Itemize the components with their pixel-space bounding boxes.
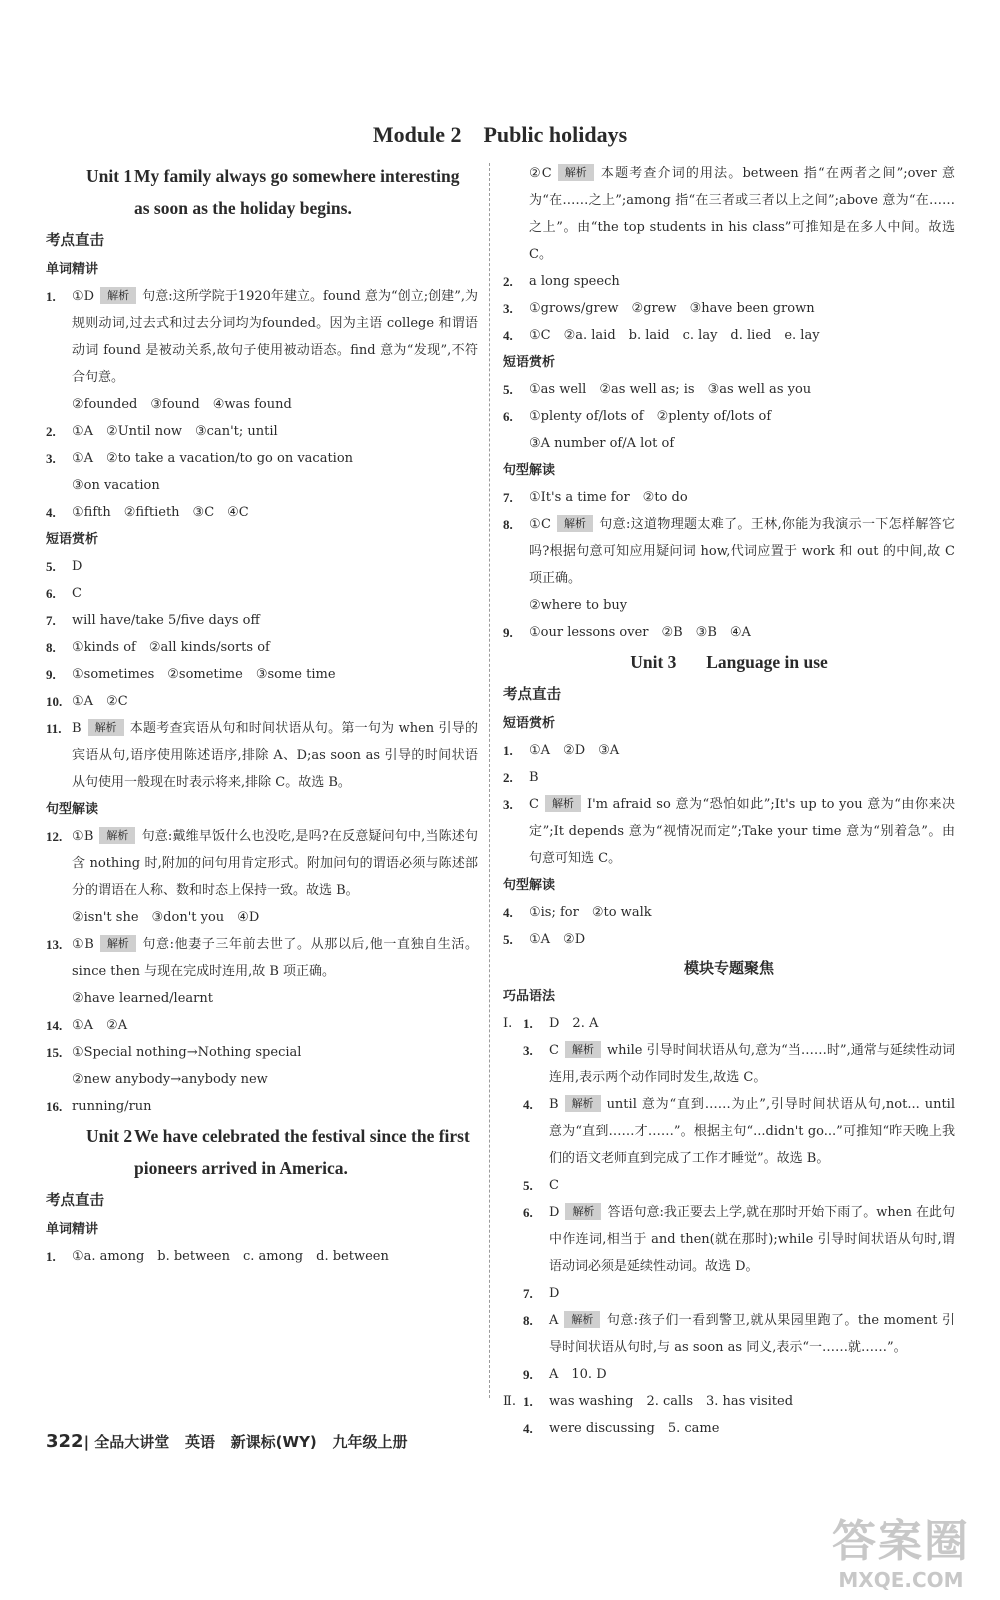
unit-heading [46, 160, 478, 224]
analysis-text: 句意:这道物理题太难了。王林,你能为我演示一下怎样解答它吗?根据句意可知应用疑问词 how,代词应置于 work 和 out 的中间,故 C 项正确。 [529, 517, 956, 586]
answer-key: ①our lessons over ②B ③B ④A [529, 625, 751, 640]
item-number: 15. [46, 1045, 63, 1060]
analysis-text: 本题考查介词的用法。between 指“在两者之间”;over 意为“在……之上”;among 指“在三者或三者以上之间”;above 意为“在……之上”。由“the top students in his class”可推知是在多人中间。故选 C。 [529, 166, 955, 262]
answer-item [503, 160, 955, 268]
subsection-heading: 句型解读 [503, 878, 556, 893]
answer-key: ①a. among b. between c. among d. between [72, 1249, 389, 1264]
answer-item [503, 268, 955, 295]
answer-text [72, 661, 478, 688]
analysis-text: 本题考查宾语从句和时间状语从句。第一句为 when 引导的宾语从句,语序使用陈述语序,排除 A、D;as soon as 引导的时间状语从句使用一般现在时表示将来,排除 C。故选 B。 [72, 721, 478, 790]
answer-item [46, 634, 478, 661]
answer-text [549, 1199, 955, 1280]
answer-text [549, 1172, 955, 1199]
section-heading: 考点直击 [46, 1193, 104, 1209]
answer-text [72, 985, 478, 1012]
item-number: 1. [503, 743, 513, 758]
answer-text [549, 1037, 955, 1091]
answer-text [529, 926, 955, 953]
answer-item [46, 445, 478, 472]
unit-number: Unit 3 [630, 652, 677, 672]
analysis-text: 句意:孩子们一看到警卫,就从果园里跑了。the moment 引导时间状语从句时,与 as soon as 同义,表示“一……就……”。 [549, 1313, 955, 1355]
answer-item [46, 904, 478, 931]
answer-key: ①D [72, 289, 95, 304]
answer-key: ①A ②D [529, 932, 586, 947]
item-number: 9. [503, 625, 513, 640]
item-number: 9. [46, 667, 56, 682]
answer-key: a long speech [529, 274, 620, 289]
item-number: 4. [503, 905, 513, 920]
unit-title: Language in use [706, 652, 828, 672]
item-number: 3. [503, 301, 513, 316]
answer-text [549, 1010, 955, 1037]
answer-text [529, 592, 955, 619]
item-number [46, 985, 72, 1012]
answer-text [549, 1415, 955, 1442]
answer-item [46, 688, 478, 715]
analysis-tag: 解析 [565, 1095, 601, 1112]
analysis-tag: 解析 [557, 515, 593, 532]
right-column [503, 160, 955, 1442]
answer-key: D 2. A [549, 1016, 599, 1031]
subsection-heading: 短语赏析 [503, 716, 556, 731]
answer-text [529, 619, 955, 646]
answer-item [523, 1415, 955, 1442]
answer-key: A 10. D [549, 1367, 607, 1382]
item-number: 3. [503, 797, 513, 812]
answer-key: ②founded ③found ④was found [72, 397, 292, 412]
watermark-logo [832, 1516, 970, 1592]
analysis-text: until 意为“直到……为止”,引导时间状语从句,not... until 意为“直到……才……”。根据主句“...didn't go...”可推知“昨天晚上我们的语文老师直到完成了工作才睡觉”。故选 B。 [549, 1097, 955, 1166]
unit-number: Unit 2 [86, 1126, 133, 1146]
answer-text [529, 268, 955, 295]
answer-text [72, 1012, 478, 1039]
answer-item [523, 1091, 955, 1172]
answer-text [529, 403, 955, 430]
analysis-tag: 解析 [100, 287, 136, 304]
answer-key: running/run [72, 1099, 152, 1114]
answer-item [523, 1172, 955, 1199]
answer-key: ①as well ②as well as; is ③as well as you [529, 382, 812, 397]
answer-item [503, 764, 955, 791]
item-number: 4. [523, 1421, 533, 1436]
answer-key: ①A ②C [72, 694, 128, 709]
answer-item [503, 1010, 955, 1037]
answer-text [529, 295, 955, 322]
answer-key: C [529, 797, 539, 812]
answer-text [72, 1039, 478, 1066]
page-number: 322 [46, 1431, 84, 1452]
analysis-text: 答语句意:我正要去上学,就在那时开始下雨了。when 在此句中作连词,相当于 and then(就在那时);while 引导时间状语从句时,谓语动词必须是延续性动词。故选 D。 [549, 1205, 955, 1274]
analysis-text: 句意:戴维早饭什么也没吃,是吗?在反意疑问句中,当陈述句含 nothing 时,附加的问句用肯定形式。附加问句的谓语必须与陈述部分的谓语在人称、数和时态上保持一致。故选 B。 [72, 829, 478, 898]
item-number: 14. [46, 1018, 63, 1033]
answer-item [523, 1307, 955, 1361]
answer-key: D [72, 559, 83, 574]
item-number [503, 430, 529, 457]
answer-text [549, 1388, 955, 1415]
answer-key: B [72, 721, 82, 736]
item-number [503, 592, 529, 619]
analysis-tag: 解析 [545, 795, 581, 812]
watermark-text: 答案圈 [832, 1516, 970, 1567]
answer-text [72, 607, 478, 634]
answer-item [46, 1012, 478, 1039]
item-number: 9. [523, 1367, 533, 1382]
answer-key: ①Special nothing→Nothing special [72, 1045, 302, 1060]
answer-key: ①C ②a. laid b. laid c. lay d. lied e. lay [529, 328, 820, 343]
item-number: 10. [46, 694, 63, 709]
answer-text [529, 430, 955, 457]
answer-key: ①kinds of ②all kinds/sorts of [72, 640, 270, 655]
item-number: 2. [46, 424, 56, 439]
answer-item [503, 295, 955, 322]
footer-edition: 新课标(WY) [230, 1433, 317, 1451]
subsection-heading: 单词精讲 [46, 1222, 99, 1237]
analysis-tag: 解析 [99, 827, 135, 844]
answer-text [72, 1066, 478, 1093]
answer-text [72, 904, 478, 931]
analysis-tag: 解析 [565, 1041, 601, 1058]
answer-text [72, 580, 478, 607]
answer-text [529, 899, 955, 926]
answer-item [523, 1037, 955, 1091]
answer-item [523, 1361, 955, 1388]
unit-number: Unit 1 [86, 166, 133, 186]
answer-key: C [72, 586, 82, 601]
subsection-heading: 句型解读 [46, 802, 99, 817]
analysis-tag: 解析 [564, 1311, 600, 1328]
answer-key: ①A ②D ③A [529, 743, 620, 758]
section-heading: 考点直击 [46, 233, 104, 249]
answer-text [529, 376, 955, 403]
item-number [503, 160, 529, 268]
answer-text [549, 1280, 955, 1307]
subsection-heading: 短语赏析 [46, 532, 99, 547]
item-number [46, 472, 72, 499]
answer-key: C [549, 1043, 559, 1058]
answer-key: ①A ②to take a vacation/to go on vacation [72, 451, 354, 466]
answer-text [549, 1091, 955, 1172]
item-number: 8. [523, 1313, 533, 1328]
answer-text [549, 1361, 955, 1388]
answer-text [72, 445, 478, 472]
answer-key: ①It's a time for ②to do [529, 490, 688, 505]
item-number: 12. [46, 829, 63, 844]
answer-key: ③A number of/A lot of [529, 436, 675, 451]
answer-text [72, 283, 478, 391]
footer-separator: | [83, 1433, 90, 1451]
answer-key: were discussing 5. came [549, 1421, 720, 1436]
answer-item [503, 737, 955, 764]
answer-key: D [549, 1286, 560, 1301]
subsection-heading: 巧品语法 [503, 989, 556, 1004]
item-number: 4. [523, 1097, 533, 1112]
answer-text [529, 764, 955, 791]
item-number: 4. [46, 505, 56, 520]
unit-title: My family always go somewhere interesting as soon as the holiday begins. [134, 166, 460, 218]
answer-item [503, 1388, 955, 1415]
answer-key: ①C [529, 517, 551, 532]
answer-item [503, 430, 955, 457]
item-number [46, 1066, 72, 1093]
answer-text [72, 1243, 478, 1270]
answer-item [46, 661, 478, 688]
analysis-text: while 引导时间状语从句,意为“当……时”,通常与延续性动词连用,表示两个动作同时发生,故选 C。 [549, 1043, 955, 1085]
item-number: 6. [46, 586, 56, 601]
analysis-tag: 解析 [558, 164, 594, 181]
answer-text [72, 931, 478, 985]
answer-key: ②where to buy [529, 598, 628, 613]
answer-item [46, 580, 478, 607]
answer-text [529, 791, 955, 872]
item-number: 6. [503, 409, 513, 424]
answer-item [46, 472, 478, 499]
answer-item [46, 715, 478, 796]
item-number: 3. [523, 1043, 533, 1058]
analysis-text: 句意:他妻子三年前去世了。从那以后,他一直独自生活。since then 与现在完成时连用,故 B 项正确。 [72, 937, 478, 979]
answer-item [503, 511, 955, 592]
answer-key: D [549, 1205, 560, 1220]
answer-item [503, 592, 955, 619]
answer-key: ①is; for ②to walk [529, 905, 652, 920]
module-focus-heading: 模块专题聚焦 [683, 959, 774, 977]
item-number: 1. [46, 289, 56, 304]
analysis-tag: 解析 [88, 719, 124, 736]
answer-text [529, 737, 955, 764]
item-number: 13. [46, 937, 63, 952]
answer-item [503, 484, 955, 511]
answer-key: A [549, 1313, 559, 1328]
unit-heading [46, 1120, 478, 1184]
subsection-heading: 句型解读 [503, 463, 556, 478]
item-number: 1. [523, 1394, 533, 1409]
footer-book-title: 全品大讲堂 [94, 1433, 170, 1451]
answer-item [46, 931, 478, 985]
answer-key: ①A ②Until now ③can't; until [72, 424, 278, 439]
item-number: 6. [523, 1205, 533, 1220]
item-number: 5. [503, 382, 513, 397]
page-title: Module 2 Public holidays [372, 122, 628, 147]
item-number: 8. [46, 640, 56, 655]
answer-text [72, 472, 478, 499]
answer-key: ①sometimes ②sometime ③some time [72, 667, 336, 682]
page-footer [46, 1430, 407, 1454]
answer-text [72, 553, 478, 580]
analysis-text: 句意:这所学院于1920年建立。found 意为“创立;创建”,为规则动词,过去式和过去分词均为founded。因为主语 college 和谓语动词 found 是被动关系,故句子使用被动语态。find 意为“发现”,不符合句意。 [72, 289, 479, 385]
item-number: 11. [46, 721, 62, 736]
answer-text [529, 511, 955, 592]
item-number: 7. [503, 490, 513, 505]
answer-item [46, 499, 478, 526]
item-number: 1. [523, 1016, 533, 1031]
answer-key: ②have learned/learnt [72, 991, 213, 1006]
answer-item [46, 391, 478, 418]
footer-subject: 英语 [184, 1433, 215, 1451]
item-number: 8. [503, 517, 513, 532]
item-number: 1. [46, 1249, 56, 1264]
answer-text [72, 688, 478, 715]
answer-item [46, 1093, 478, 1120]
footer-grade: 九年级上册 [332, 1433, 408, 1451]
answer-item [523, 1280, 955, 1307]
answer-item [46, 607, 478, 634]
answer-item [503, 619, 955, 646]
answer-text [72, 499, 478, 526]
answer-key: ①B [72, 937, 94, 952]
answer-text [529, 160, 955, 268]
item-number: 5. [523, 1178, 533, 1193]
item-number: 5. [46, 559, 56, 574]
answer-key: was washing 2. calls 3. has visited [549, 1394, 794, 1409]
answer-text [72, 634, 478, 661]
answer-text [72, 823, 478, 904]
answer-item [523, 1199, 955, 1280]
answer-text [72, 391, 478, 418]
answer-item [46, 1066, 478, 1093]
answer-text [529, 322, 955, 349]
item-number [46, 391, 72, 418]
item-number: 2. [503, 770, 513, 785]
item-number: 3. [46, 451, 56, 466]
answer-text [72, 715, 478, 796]
analysis-tag: 解析 [100, 935, 136, 952]
answer-item [46, 1039, 478, 1066]
answer-item [46, 823, 478, 904]
answer-item [503, 376, 955, 403]
answer-key: will have/take 5/five days off [72, 613, 260, 628]
answer-text [72, 1093, 478, 1120]
analysis-tag: 解析 [565, 1203, 601, 1220]
unit-heading [503, 646, 955, 678]
answer-item [46, 283, 478, 391]
item-number: 7. [46, 613, 56, 628]
answer-item [503, 899, 955, 926]
answer-text [72, 418, 478, 445]
answer-key: ①fifth ②fiftieth ③C ④C [72, 505, 249, 520]
watermark-url: MXQE.COM [838, 1568, 964, 1592]
left-column [46, 160, 478, 1270]
item-number: 16. [46, 1099, 63, 1114]
roman-numeral: Ⅱ. [503, 1394, 516, 1409]
answer-item [503, 926, 955, 953]
answer-key: ②new anybody→anybody new [72, 1072, 268, 1087]
answer-key: ②isn't she ③don't you ④D [72, 910, 260, 925]
column-divider [489, 163, 490, 1398]
answer-key: ②C [529, 166, 552, 181]
analysis-text: I'm afraid so 意为“恐怕如此”;It's up to you 意为“由你来决定”;It depends 意为“视情况而定”;Take your time 意为“别着急”。由句意可知选 C。 [529, 797, 955, 866]
answer-item [46, 985, 478, 1012]
subsection-heading: 短语赏析 [503, 355, 556, 370]
answer-item [46, 553, 478, 580]
answer-key: ①plenty of/lots of ②plenty of/lots of [529, 409, 772, 424]
answer-item [503, 322, 955, 349]
answer-key: B [529, 770, 539, 785]
answer-key: ③on vacation [72, 478, 160, 493]
answer-item [46, 418, 478, 445]
item-number [46, 904, 72, 931]
answer-text [529, 484, 955, 511]
answer-text [549, 1307, 955, 1361]
item-number: 5. [503, 932, 513, 947]
answer-item [503, 791, 955, 872]
item-number: 7. [523, 1286, 533, 1301]
answer-item [46, 1243, 478, 1270]
unit-title: We have celebrated the festival since the first pioneers arrived in America. [134, 1126, 470, 1178]
answer-key: B [549, 1097, 559, 1112]
answer-item [503, 403, 955, 430]
section-heading: 考点直击 [503, 687, 561, 703]
subsection-heading: 单词精讲 [46, 262, 99, 277]
item-number: 2. [503, 274, 513, 289]
answer-key: ①grows/grew ②grew ③have been grown [529, 301, 815, 316]
answer-key: ①A ②A [72, 1018, 128, 1033]
answer-key: C [549, 1178, 559, 1193]
item-number: 4. [503, 328, 513, 343]
roman-numeral: Ⅰ. [503, 1016, 513, 1031]
answer-key: ①B [72, 829, 94, 844]
